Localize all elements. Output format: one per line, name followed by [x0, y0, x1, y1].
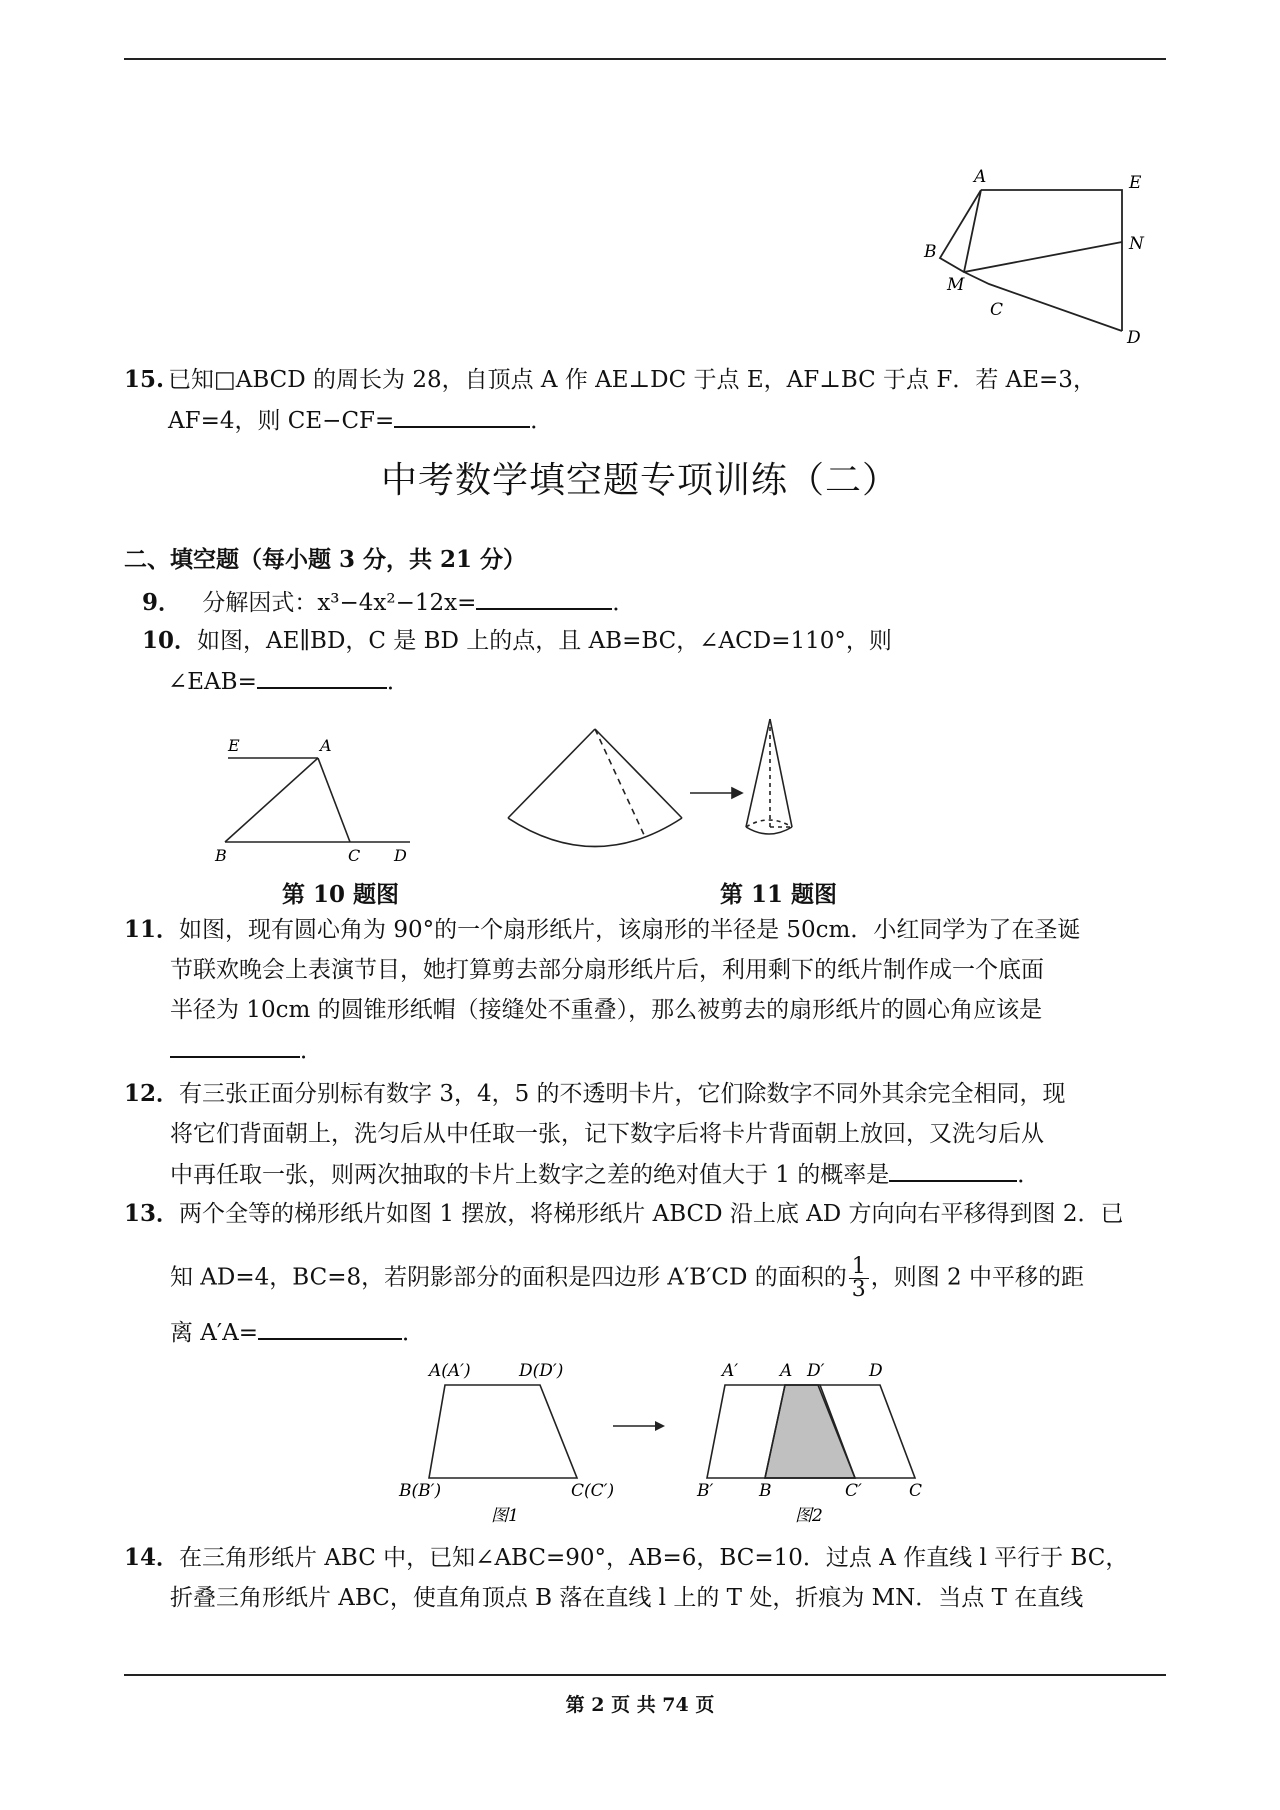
q12-text1: 有三张正面分别标有数字 3，4，5 的不透明卡片，它们除数字不同外其余完全相同，现 — [179, 1081, 1066, 1107]
q13-frac-den: 3 — [851, 1277, 866, 1302]
q13-fig1-label-c: C(C′) — [571, 1481, 615, 1501]
header-rule — [124, 58, 1166, 60]
q13-fig1-caption: 图1 — [491, 1506, 519, 1526]
q13-fig2-label-d: D — [869, 1361, 883, 1381]
q15-line2-text: AF=4，则 CE−CF= — [168, 408, 395, 434]
q14-line2: 折叠三角形纸片 ABC，使直角顶点 B 落在直线 l 上的 T 处，折痕为 MN．当点 T 在直线 — [170, 1585, 1084, 1611]
q15-number: 15. — [124, 366, 165, 393]
q13-fig2-caption: 图2 — [795, 1506, 823, 1526]
q11-number: 11． — [124, 916, 180, 943]
q10-label-a: A — [320, 736, 332, 755]
q10-figure — [210, 732, 430, 867]
q13-answer-blank[interactable] — [258, 1318, 402, 1340]
q11-line4 — [170, 1036, 323, 1065]
q13-end: ． — [402, 1320, 426, 1346]
q12-answer-blank[interactable] — [889, 1160, 1017, 1182]
q10-label-c: C — [348, 846, 361, 865]
q9-text: 分解因式：x³−4x²−12x= — [202, 590, 477, 616]
q12-end: ． — [1017, 1162, 1041, 1188]
q11-text1: 如图，现有圆心角为 90°的一个扇形纸片，该扇形的半径是 50cm．小红同学为了在圣诞 — [179, 917, 1081, 943]
q13-fig2-label-b-prime: B′ — [697, 1481, 714, 1501]
q13-text2b: ，则图 2 中平移的距 — [870, 1264, 1084, 1291]
q11-end: ． — [300, 1038, 323, 1064]
q13-fig2-label-d-prime: D′ — [807, 1361, 825, 1381]
q12-text3: 中再任取一张，则两次抽取的卡片上数字之差的绝对值大于 1 的概率是 — [170, 1162, 890, 1188]
q15-label-n: N — [1129, 234, 1144, 254]
q14-number: 14． — [124, 1544, 180, 1571]
q13-line1 — [124, 1200, 1124, 1228]
q10-answer-blank[interactable] — [257, 667, 387, 689]
q13-text1: 两个全等的梯形纸片如图 1 摆放，将梯形纸片 ABCD 沿上底 AD 方向向右平移得到图 2．已 — [179, 1201, 1124, 1227]
q13-text3: 离 A′A= — [170, 1320, 259, 1346]
q13-fig2-label-a-prime: A′ — [722, 1361, 739, 1381]
q11-line1 — [124, 916, 1080, 944]
q15-answer-blank[interactable] — [394, 406, 530, 428]
q13-line3 — [170, 1318, 425, 1347]
q12-line2: 将它们背面朝上，洗匀后从中任取一张，记下数字后将卡片背面朝上放回，又洗匀后从 — [170, 1121, 1044, 1147]
q10-text2: ∠EAB= — [168, 669, 257, 695]
page-title: 中考数学填空题专项训练（二） — [380, 460, 899, 501]
q15-line1: 已知□ABCD 的周长为 28，自顶点 A 作 AE⊥DC 于点 E，AF⊥BC 于点 F．若 AE=3， — [168, 367, 1096, 393]
q10-end: ． — [386, 669, 410, 695]
q15-label-e: E — [1129, 173, 1142, 193]
q13-fraction — [849, 1256, 869, 1301]
q9 — [142, 588, 635, 617]
q10-line1 — [142, 627, 892, 655]
q9-number: 9． — [142, 589, 182, 616]
q13-number: 13． — [124, 1200, 180, 1227]
q13-fig2-label-a: A — [780, 1361, 793, 1381]
page-footer: 第 2 页 共 74 页 — [565, 1694, 715, 1716]
q11-line3: 半径为 10cm 的圆锥形纸帽（接缝处不重叠），那么被剪去的扇形纸片的圆心角应该是 — [170, 997, 1043, 1023]
q15-line2-end: ． — [530, 408, 554, 434]
q10-label-b: B — [215, 846, 227, 865]
q13-fig2-label-b: B — [759, 1481, 772, 1501]
q15-line2 — [168, 406, 553, 435]
q13-line2 — [170, 1256, 1084, 1301]
section-heading: 二、填空题（每小题 3 分，共 21 分） — [124, 546, 527, 573]
q13-fig2-shaded — [765, 1385, 855, 1478]
q13-fig1-label-d: D(D′) — [519, 1361, 564, 1381]
q13-fig1 — [429, 1385, 577, 1478]
footer-rule — [124, 1674, 1166, 1676]
q13-fig2-label-c-prime: C′ — [845, 1481, 862, 1501]
q13-text2: 知 AD=4，BC=8，若阴影部分的面积是四边形 A′B′CD 的面积的 — [170, 1264, 847, 1291]
q11-figure — [500, 715, 820, 855]
q12-number: 12． — [124, 1080, 180, 1107]
q10-caption: 第 10 题图 — [282, 881, 400, 908]
q11-caption: 第 11 题图 — [720, 881, 838, 908]
q13-figures — [385, 1350, 945, 1530]
q13-fig1-label-a: A(A′) — [429, 1361, 471, 1381]
q15-label-m: M — [947, 275, 965, 295]
q15-figure — [910, 160, 1160, 350]
q10-text1: 如图，AE∥BD，C 是 BD 上的点，且 AB=BC，∠ACD=110°，则 — [197, 628, 892, 654]
q10-label-e: E — [228, 736, 240, 755]
q9-end: ． — [612, 590, 636, 616]
q15-label-a: A — [974, 167, 987, 187]
q13-frac-num: 1 — [849, 1256, 869, 1279]
q9-answer-blank[interactable] — [476, 588, 612, 610]
q15-label-d: D — [1127, 328, 1141, 348]
q13-fig2-label-c: C — [909, 1481, 923, 1501]
q11-answer-blank[interactable] — [170, 1036, 300, 1058]
q13-fig1-label-b: B(B′) — [399, 1481, 442, 1501]
q14-text1: 在三角形纸片 ABC 中，已知∠ABC=90°，AB=6，BC=10．过点 A 作直线 l 平行于 BC， — [179, 1545, 1129, 1571]
q11-line2: 节联欢晚会上表演节目，她打算剪去部分扇形纸片后，利用剩下的纸片制作成一个底面 — [170, 957, 1044, 983]
q10-label-d: D — [394, 846, 407, 865]
q10-line2 — [168, 667, 410, 696]
q15-label-b: B — [924, 242, 937, 262]
q10-number: 10． — [142, 627, 198, 654]
q12-line1 — [124, 1080, 1066, 1108]
q12-line3 — [170, 1160, 1040, 1189]
q15-label-c: C — [990, 300, 1004, 320]
q14-line1 — [124, 1544, 1128, 1572]
